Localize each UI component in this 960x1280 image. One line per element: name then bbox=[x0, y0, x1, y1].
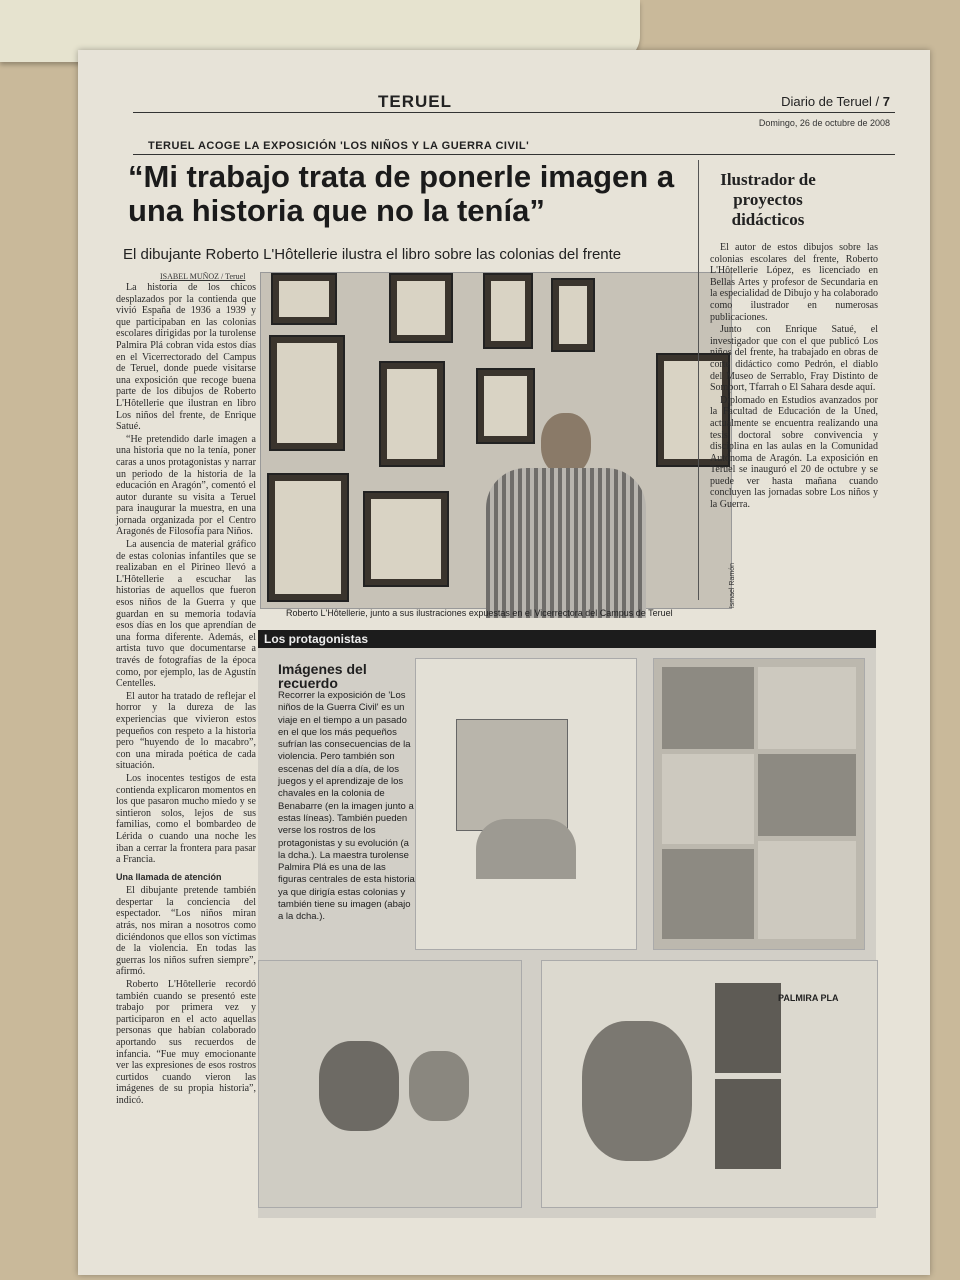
paragraph: Diplomado en Estudios avanzados por la Facultad de Educación de la Uned, actualmente se encuentra realizando una tesis doctoral sobre convivencia y disciplina en las aulas en la Comunidad Autónoma de Aragón. La exposición en Teruel se inauguró el 20 de octubre y se puede ver hasta mañana cuando concluyen las jornadas sobre Los niños y la Guerra. bbox=[710, 394, 878, 511]
photo-caption: Roberto L'Hôtellerie, junto a sus ilustraciones expuestas en el Vicerrectora del Campus de Teruel bbox=[286, 608, 673, 618]
kicker: TERUEL ACOGE LA EXPOSICIÓN 'LOS NIÑOS Y LA GUERRA CIVIL' bbox=[148, 140, 530, 152]
main-photo bbox=[260, 272, 736, 609]
portraits-collage bbox=[653, 658, 865, 950]
paragraph: El dibujante pretende también despertar la conciencia del espectador. “Los niños miran atrás, nos miran a nosotros como diciéndonos que ellos son víctimas de la violencia. En todas las guerras los niños sufren siempre”, afirmó. bbox=[116, 885, 256, 978]
subhead: Una llamada de atención bbox=[116, 871, 222, 882]
byline: ISABEL MUÑOZ / Teruel bbox=[160, 272, 246, 281]
newspaper-page bbox=[78, 50, 930, 1275]
page-number: 7 bbox=[882, 94, 890, 109]
sidebar-title: Ilustrador de proyectos didácticos bbox=[720, 170, 816, 229]
headline: “Mi trabajo trata de ponerle imagen a una historia que no la tenía” bbox=[128, 159, 675, 228]
photo-credit: Ismael Ramón bbox=[729, 563, 736, 609]
protagonistas-text: Recorrer la exposición de 'Los niños de la Guerra Civil' es un viaje en el tiempo a un pasado en el que los más pequeños sufrían las consecuencias de la violencia. Pero también son escenas del día a día, de los juegos y el aprendizaje de los chavales en la colonia de Benabarre (en la imagen junto a estas líneas). También pueden verse los rostros de los protagonistas y su evolución (a la dcha.). La maestra turolense Palmira Plá es una de las figuras centrales de esta historia ya que dirigía estas colonias y también tiene su imagen (abajo a la dcha.). bbox=[278, 690, 415, 923]
paragraph: El autor ha tratado de reflejar el horror y la dureza de las experiencias que vivieron estos pequeños con respeto a la historia pero “huyendo de lo macabro”, con una mirada poética de cada situación. bbox=[116, 690, 256, 772]
paragraph: La ausencia de material gráfico de estas colonias infantiles que se realizaban en el Pirineo llevó a L'Hôtellerie a escuchar las historias de aquellos que fueron esos niños de la Guerra y que guardan en su memoria todavía esos días en los que aprendían de una forma diferente. Además, el artista tuvo que documentarse a través de fotografías de la época como, por ejemplo, las de Agustín Centelles. bbox=[116, 539, 256, 690]
colony-building-drawing bbox=[415, 658, 637, 950]
newspaper-title: Diario de Teruel bbox=[781, 94, 872, 109]
sidebar-rule bbox=[698, 160, 699, 600]
section-band-label: Los protagonistas bbox=[264, 632, 369, 646]
palmira-title: PALMIRA PLA bbox=[778, 993, 839, 1003]
section-title: TERUEL bbox=[378, 92, 452, 111]
paragraph: Roberto L'Hôtellerie recordó también cuando se presentó este trabajo por primera vez y participaron en el acto aquellas personas que habían colaborado aportando sus recuerdos de infancia. “Fue muy emocionante ver las expresiones de esos rostros curtidos cuando vieron las imágenes de su propia historia”, indicó. bbox=[116, 979, 256, 1106]
newspaper-name: Diario de Teruel / 7 bbox=[781, 94, 890, 109]
header-rule bbox=[133, 112, 895, 113]
sidebar-body bbox=[710, 242, 878, 512]
subtitle: El dibujante Roberto L'Hôtellerie ilustra el libro sobre las colonias del frente bbox=[123, 246, 622, 263]
section-band bbox=[258, 630, 876, 648]
paragraph: La historia de los chicos desplazados por la contienda que vivió España de 1936 a 1939 y que participaban en las colonias escolares dirigidas por la turolense Palmira Plá cobran vida estos días en el Vicerrectorado del Campus de Teruel, donde puede visitarse una exposición que recoge buena parte de los dibujos de Roberto L'Hôtellerie que ilustran en libro Los niños del frente, de Enrique Satué. bbox=[116, 282, 256, 433]
paragraph: “He pretendido darle imagen a una historia que no la tenía, poner caras a unos protagonistas y narrar un periodo de la historia de la educación en Aragón”, comentó el autor durante su visita a Teruel para inaugurar la muestra, en una jornada organizada por el Centro Aragonés de Filosofía para Niños. bbox=[116, 433, 256, 538]
article-body bbox=[116, 282, 256, 1202]
paragraph: Los inocentes testigos de esta contienda explicaron momentos en los que pasaron mucho miedo y se sintieron solos, lejos de sus familias, como el bombardeo de Lérida o cuando una noche les iban a cerrar la frontera para pasar a Francia. bbox=[116, 772, 256, 866]
portrait-figure bbox=[486, 413, 636, 613]
children-eating-drawing bbox=[258, 960, 522, 1208]
paragraph: El autor de estos dibujos sobre las colonias escolares del frente, Roberto L'Hôtellerie López, es licenciado en Bellas Artes y profesor de Secundaria en la especialidad de Dibujo y ha colaborado como ilustrador en numerosas publicaciones. bbox=[710, 242, 878, 323]
protagonistas-title: Imágenes del recuerdo bbox=[278, 661, 367, 691]
issue-date: Domingo, 26 de octubre de 2008 bbox=[758, 118, 890, 128]
paragraph: Junto con Enrique Satué, el investigador que con el que publicó Los niños del frente, ha trabajado en obras de corte didáctico como Pedrón, el diablo del Museo de Serrablo, Fray Distinto de Somport, Tfarrah o El Sahara desde aquí. bbox=[710, 324, 878, 394]
palmira-bio-text bbox=[798, 1010, 880, 1190]
kicker-rule bbox=[133, 154, 895, 155]
